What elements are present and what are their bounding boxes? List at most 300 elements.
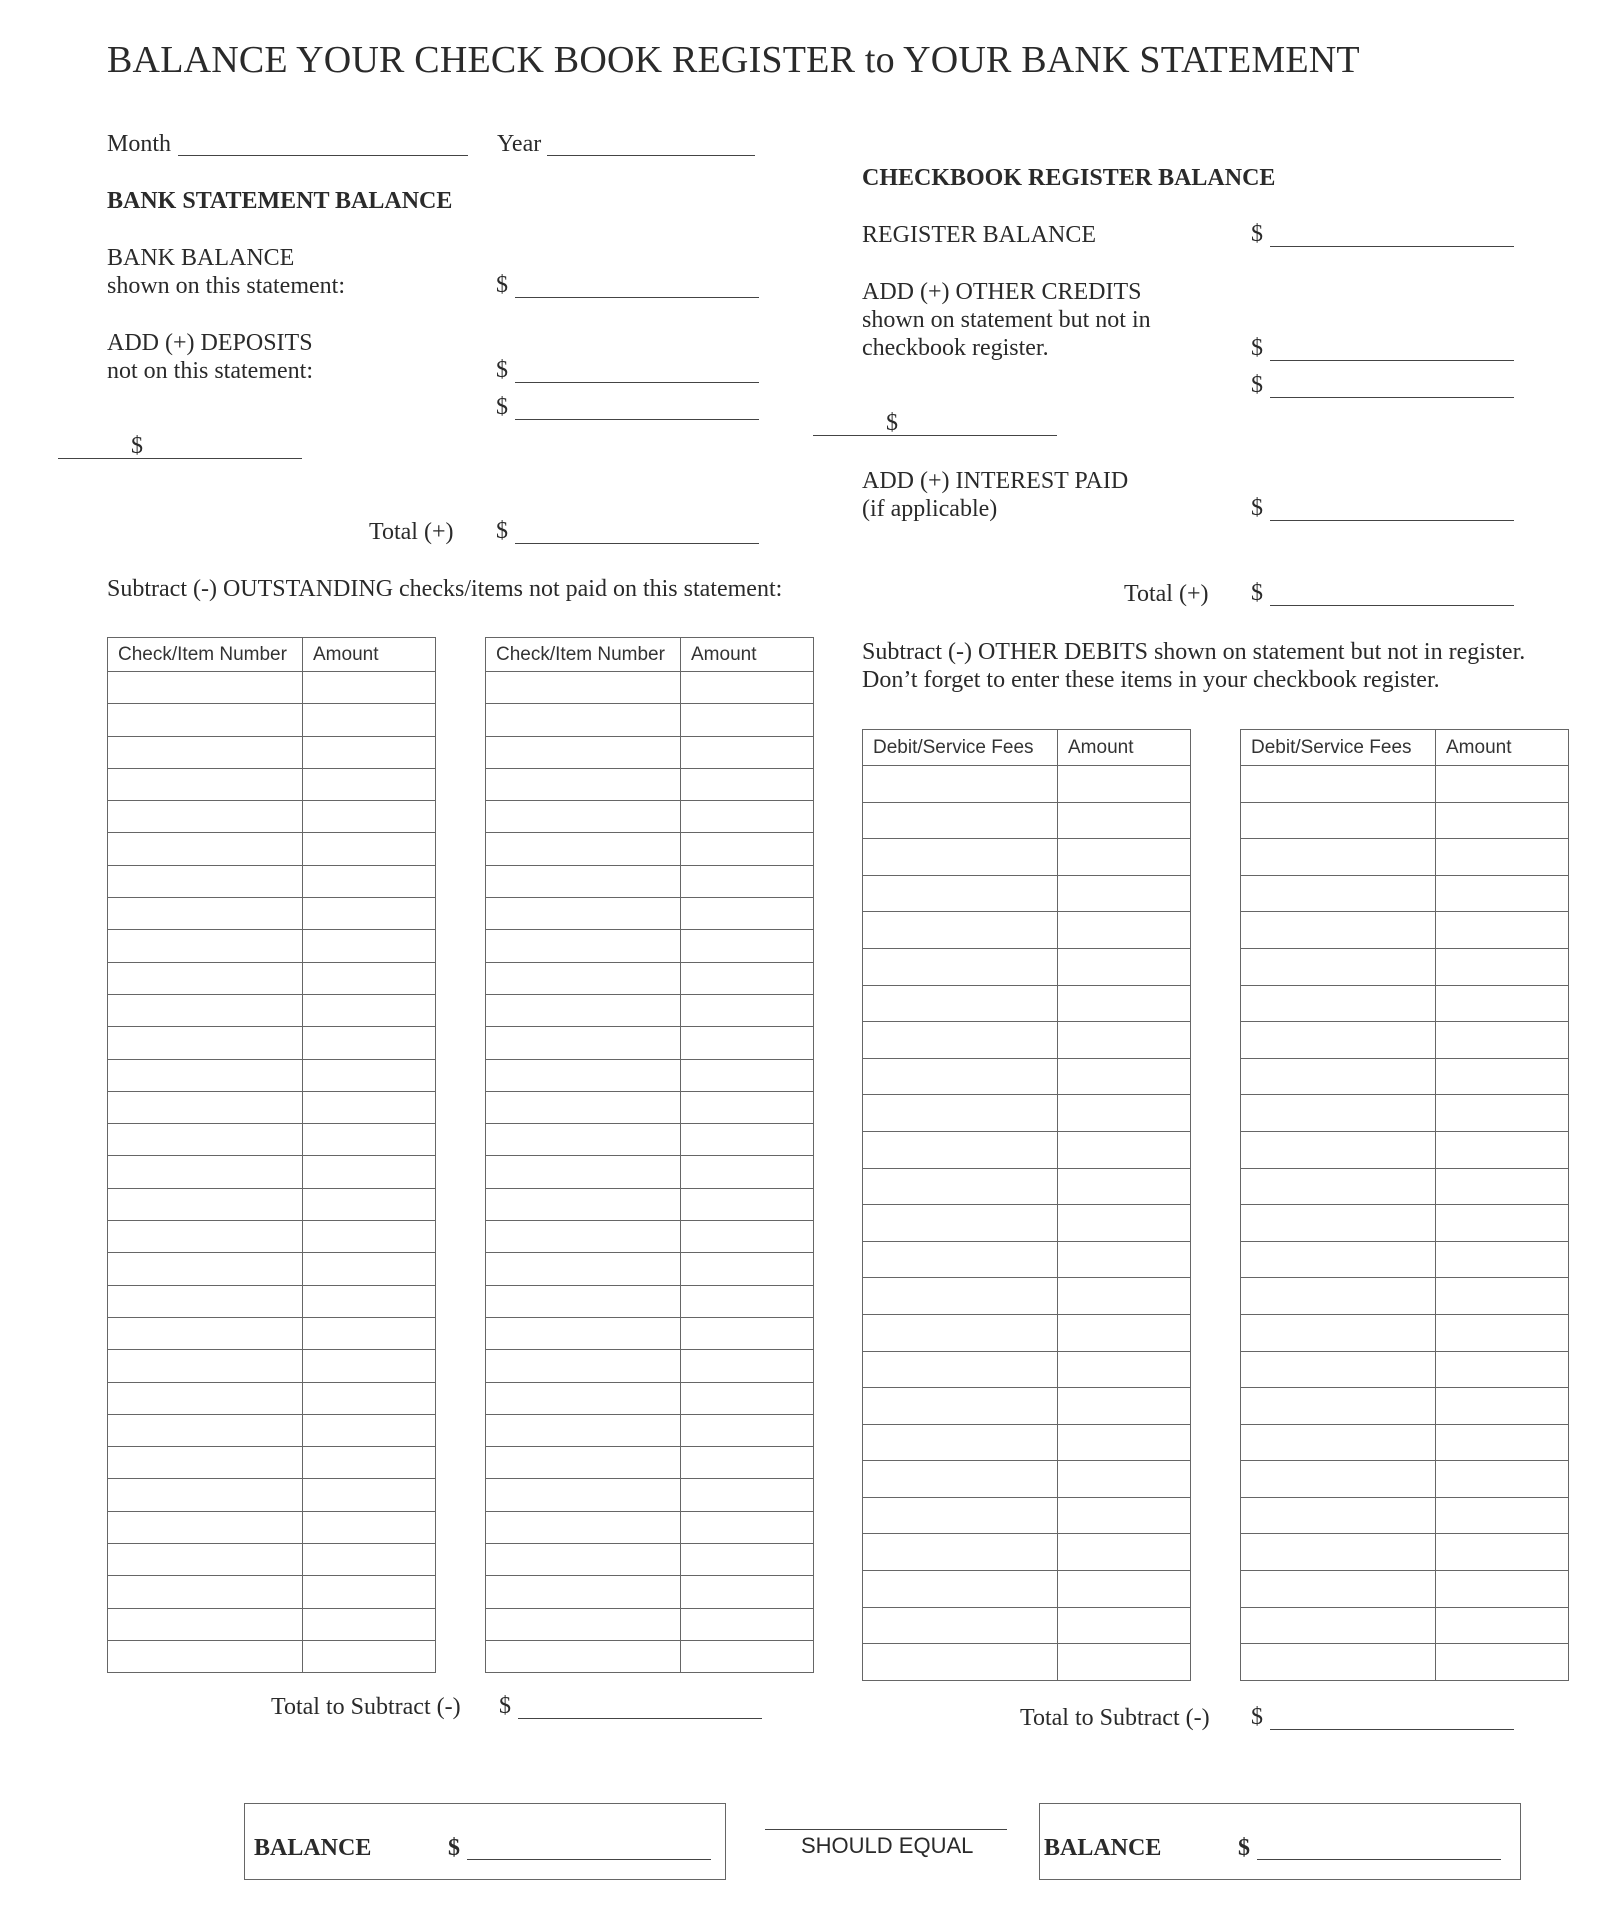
amount-cell[interactable] bbox=[303, 898, 436, 930]
amount-cell[interactable] bbox=[681, 1027, 814, 1059]
amount-cell[interactable] bbox=[681, 1253, 814, 1285]
item-cell[interactable] bbox=[1241, 1241, 1436, 1278]
item-cell[interactable] bbox=[1241, 1131, 1436, 1168]
table-row bbox=[1241, 1571, 1569, 1608]
amount-cell[interactable] bbox=[303, 1382, 436, 1414]
credit-field-1[interactable] bbox=[1270, 360, 1514, 361]
debit-fees-header: Debit/Service Fees bbox=[1241, 730, 1436, 766]
table-row bbox=[1241, 1131, 1569, 1168]
dollar-sign: $ bbox=[131, 433, 143, 459]
amount-cell[interactable] bbox=[681, 994, 814, 1026]
item-cell[interactable] bbox=[1241, 875, 1436, 912]
item-cell[interactable] bbox=[863, 1461, 1058, 1498]
item-cell[interactable] bbox=[863, 1058, 1058, 1095]
item-cell[interactable] bbox=[486, 994, 681, 1026]
item-cell[interactable] bbox=[1241, 1022, 1436, 1059]
item-cell[interactable] bbox=[863, 1131, 1058, 1168]
item-cell[interactable] bbox=[486, 1640, 681, 1672]
table-row bbox=[108, 898, 436, 930]
item-cell[interactable] bbox=[486, 1608, 681, 1640]
amount-cell[interactable] bbox=[681, 1221, 814, 1253]
item-cell[interactable] bbox=[863, 1424, 1058, 1461]
item-cell[interactable] bbox=[108, 1059, 303, 1091]
table-row bbox=[1241, 1461, 1569, 1498]
table-row bbox=[486, 1608, 814, 1640]
bank-balance-field[interactable] bbox=[515, 297, 759, 298]
item-cell[interactable] bbox=[863, 802, 1058, 839]
item-cell[interactable] bbox=[486, 1414, 681, 1446]
amount-cell[interactable] bbox=[1058, 1607, 1191, 1644]
item-cell[interactable] bbox=[486, 898, 681, 930]
item-cell[interactable] bbox=[108, 898, 303, 930]
month-field[interactable] bbox=[178, 155, 468, 156]
table-row bbox=[486, 865, 814, 897]
amount-cell[interactable] bbox=[1058, 766, 1191, 803]
amount-cell[interactable] bbox=[681, 898, 814, 930]
amount-cell[interactable] bbox=[1058, 1022, 1191, 1059]
amount-cell[interactable] bbox=[1058, 1497, 1191, 1534]
table-row bbox=[486, 833, 814, 865]
item-cell[interactable] bbox=[863, 839, 1058, 876]
item-cell[interactable] bbox=[108, 1382, 303, 1414]
item-cell[interactable] bbox=[486, 1253, 681, 1285]
item-cell[interactable] bbox=[1241, 985, 1436, 1022]
item-cell[interactable] bbox=[108, 768, 303, 800]
amount-cell[interactable] bbox=[1058, 1241, 1191, 1278]
table-row bbox=[486, 930, 814, 962]
table-row bbox=[486, 1447, 814, 1479]
item-cell[interactable] bbox=[108, 1317, 303, 1349]
item-cell[interactable] bbox=[108, 1640, 303, 1672]
amount-cell[interactable] bbox=[303, 1576, 436, 1608]
item-cell[interactable] bbox=[108, 704, 303, 736]
amount-cell[interactable] bbox=[1436, 1278, 1569, 1315]
item-cell[interactable] bbox=[1241, 1534, 1436, 1571]
amount-cell[interactable] bbox=[303, 1414, 436, 1446]
item-cell[interactable] bbox=[1241, 802, 1436, 839]
amount-cell[interactable] bbox=[1436, 1497, 1569, 1534]
amount-cell[interactable] bbox=[1436, 985, 1569, 1022]
amount-cell[interactable] bbox=[1058, 1351, 1191, 1388]
amount-cell[interactable] bbox=[1058, 1534, 1191, 1571]
amount-cell[interactable] bbox=[681, 833, 814, 865]
amount-cell[interactable] bbox=[1436, 1168, 1569, 1205]
item-cell[interactable] bbox=[1241, 1461, 1436, 1498]
item-cell[interactable] bbox=[1241, 1168, 1436, 1205]
item-cell[interactable] bbox=[108, 930, 303, 962]
amount-cell[interactable] bbox=[1058, 802, 1191, 839]
item-cell[interactable] bbox=[863, 1241, 1058, 1278]
amount-cell[interactable] bbox=[681, 768, 814, 800]
item-cell[interactable] bbox=[863, 1644, 1058, 1681]
register-total-subtract-field[interactable] bbox=[1270, 1729, 1514, 1730]
item-cell[interactable] bbox=[486, 704, 681, 736]
amount-cell[interactable] bbox=[681, 1188, 814, 1220]
credits-label: ADD (+) OTHER CREDITS bbox=[862, 279, 1142, 305]
amount-cell[interactable] bbox=[303, 994, 436, 1026]
item-cell[interactable] bbox=[108, 1027, 303, 1059]
item-cell[interactable] bbox=[486, 1317, 681, 1349]
item-cell[interactable] bbox=[486, 1059, 681, 1091]
amount-cell[interactable] bbox=[681, 1285, 814, 1317]
deposit-field-1[interactable] bbox=[515, 382, 759, 383]
amount-cell[interactable] bbox=[1436, 1571, 1569, 1608]
amount-cell[interactable] bbox=[681, 1124, 814, 1156]
item-cell[interactable] bbox=[863, 1022, 1058, 1059]
outstanding-table-1 bbox=[107, 637, 436, 1673]
item-cell[interactable] bbox=[486, 1544, 681, 1576]
item-cell[interactable] bbox=[486, 930, 681, 962]
table-row bbox=[486, 1091, 814, 1123]
amount-cell[interactable] bbox=[1436, 1095, 1569, 1132]
item-cell[interactable] bbox=[863, 1168, 1058, 1205]
item-cell[interactable] bbox=[486, 736, 681, 768]
amount-cell[interactable] bbox=[681, 1414, 814, 1446]
amount-cell[interactable] bbox=[681, 1576, 814, 1608]
table-row bbox=[1241, 839, 1569, 876]
amount-cell[interactable] bbox=[1058, 1314, 1191, 1351]
table-row bbox=[108, 1479, 436, 1511]
amount-cell[interactable] bbox=[681, 1544, 814, 1576]
amount-cell[interactable] bbox=[1058, 1095, 1191, 1132]
item-cell[interactable] bbox=[108, 1479, 303, 1511]
table-row bbox=[486, 1221, 814, 1253]
register-total-field[interactable] bbox=[1270, 605, 1514, 606]
amount-cell[interactable] bbox=[1058, 1571, 1191, 1608]
amount-cell[interactable] bbox=[1436, 1131, 1569, 1168]
amount-cell[interactable] bbox=[1058, 912, 1191, 949]
amount-cell[interactable] bbox=[681, 1479, 814, 1511]
amount-cell[interactable] bbox=[681, 865, 814, 897]
register-final-balance-field[interactable] bbox=[1257, 1859, 1501, 1860]
debit-fees-header: Debit/Service Fees bbox=[863, 730, 1058, 766]
credit-field-3[interactable] bbox=[813, 435, 1057, 436]
amount-cell[interactable] bbox=[681, 1350, 814, 1382]
item-cell[interactable] bbox=[108, 1124, 303, 1156]
table-row bbox=[863, 1424, 1191, 1461]
amount-cell[interactable] bbox=[681, 801, 814, 833]
amount-cell[interactable] bbox=[1058, 1205, 1191, 1242]
amount-cell[interactable] bbox=[1058, 985, 1191, 1022]
divider-line bbox=[765, 1829, 1007, 1830]
table-row bbox=[486, 1317, 814, 1349]
item-cell[interactable] bbox=[1241, 1205, 1436, 1242]
amount-cell[interactable] bbox=[1436, 1314, 1569, 1351]
amount-cell[interactable] bbox=[303, 704, 436, 736]
page-title: BALANCE YOUR CHECK BOOK REGISTER to YOUR BANK STATEMENT bbox=[107, 39, 1360, 81]
table-row bbox=[1241, 1351, 1569, 1388]
amount-cell[interactable] bbox=[303, 1124, 436, 1156]
item-cell[interactable] bbox=[108, 1091, 303, 1123]
amount-cell[interactable] bbox=[681, 1640, 814, 1672]
item-cell[interactable] bbox=[863, 1497, 1058, 1534]
item-cell[interactable] bbox=[486, 768, 681, 800]
item-cell[interactable] bbox=[108, 801, 303, 833]
item-cell[interactable] bbox=[108, 1544, 303, 1576]
amount-cell[interactable] bbox=[303, 1156, 436, 1188]
amount-cell[interactable] bbox=[1436, 1607, 1569, 1644]
item-cell[interactable] bbox=[863, 1607, 1058, 1644]
table-row bbox=[1241, 1095, 1569, 1132]
item-cell[interactable] bbox=[863, 1314, 1058, 1351]
item-cell[interactable] bbox=[486, 1350, 681, 1382]
amount-cell[interactable] bbox=[303, 1285, 436, 1317]
item-cell[interactable] bbox=[863, 1534, 1058, 1571]
item-cell[interactable] bbox=[108, 1253, 303, 1285]
table-row bbox=[108, 1576, 436, 1608]
year-label: Year bbox=[497, 131, 542, 157]
table-row bbox=[863, 1571, 1191, 1608]
item-cell[interactable] bbox=[1241, 1095, 1436, 1132]
item-cell[interactable] bbox=[863, 1205, 1058, 1242]
balance-label: BALANCE bbox=[1044, 1835, 1162, 1861]
amount-cell[interactable] bbox=[303, 1091, 436, 1123]
item-cell[interactable] bbox=[486, 672, 681, 704]
item-cell[interactable] bbox=[863, 1351, 1058, 1388]
amount-cell[interactable] bbox=[303, 962, 436, 994]
item-cell[interactable] bbox=[486, 1188, 681, 1220]
amount-cell[interactable] bbox=[1436, 1205, 1569, 1242]
amount-cell[interactable] bbox=[1058, 1278, 1191, 1315]
amount-cell[interactable] bbox=[681, 962, 814, 994]
bank-final-balance-field[interactable] bbox=[467, 1859, 711, 1860]
amount-cell[interactable] bbox=[681, 1511, 814, 1543]
item-cell[interactable] bbox=[486, 1576, 681, 1608]
amount-cell[interactable] bbox=[1436, 1351, 1569, 1388]
table-row bbox=[863, 1607, 1191, 1644]
item-cell[interactable] bbox=[1241, 1571, 1436, 1608]
item-cell[interactable] bbox=[486, 1091, 681, 1123]
item-cell[interactable] bbox=[108, 672, 303, 704]
table-row bbox=[108, 930, 436, 962]
amount-cell[interactable] bbox=[1436, 1058, 1569, 1095]
amount-cell[interactable] bbox=[1058, 1644, 1191, 1681]
table-row bbox=[863, 1534, 1191, 1571]
table-row bbox=[108, 1253, 436, 1285]
table-row bbox=[863, 802, 1191, 839]
bank-total-label: Total (+) bbox=[369, 519, 454, 545]
amount-cell[interactable] bbox=[303, 1253, 436, 1285]
item-cell[interactable] bbox=[486, 1511, 681, 1543]
amount-cell[interactable] bbox=[1058, 1168, 1191, 1205]
item-cell[interactable] bbox=[1241, 766, 1436, 803]
amount-cell[interactable] bbox=[303, 1188, 436, 1220]
bank-total-field[interactable] bbox=[515, 543, 759, 544]
item-cell[interactable] bbox=[863, 1278, 1058, 1315]
item-cell[interactable] bbox=[1241, 1644, 1436, 1681]
amount-cell[interactable] bbox=[303, 1479, 436, 1511]
amount-cell[interactable] bbox=[681, 1608, 814, 1640]
amount-cell[interactable] bbox=[303, 801, 436, 833]
amount-cell[interactable] bbox=[1058, 1424, 1191, 1461]
amount-cell[interactable] bbox=[1436, 1461, 1569, 1498]
item-cell[interactable] bbox=[108, 1511, 303, 1543]
year-field[interactable] bbox=[547, 155, 755, 156]
amount-cell[interactable] bbox=[303, 1059, 436, 1091]
amount-cell[interactable] bbox=[1436, 839, 1569, 876]
amount-cell[interactable] bbox=[1058, 1058, 1191, 1095]
amount-cell[interactable] bbox=[303, 1640, 436, 1672]
amount-cell[interactable] bbox=[1436, 766, 1569, 803]
register-total-subtract-label: Total to Subtract (-) bbox=[1020, 1705, 1210, 1731]
item-cell[interactable] bbox=[486, 801, 681, 833]
amount-cell[interactable] bbox=[681, 1059, 814, 1091]
item-cell[interactable] bbox=[108, 1350, 303, 1382]
register-balance-field[interactable] bbox=[1270, 246, 1514, 247]
item-cell[interactable] bbox=[108, 1608, 303, 1640]
amount-cell[interactable] bbox=[1058, 839, 1191, 876]
item-cell[interactable] bbox=[486, 1382, 681, 1414]
table-row bbox=[486, 1350, 814, 1382]
item-cell[interactable] bbox=[1241, 948, 1436, 985]
amount-cell[interactable] bbox=[1058, 1131, 1191, 1168]
amount-cell[interactable] bbox=[303, 672, 436, 704]
amount-cell[interactable] bbox=[303, 833, 436, 865]
table-row bbox=[108, 1285, 436, 1317]
item-cell[interactable] bbox=[486, 1447, 681, 1479]
item-cell[interactable] bbox=[863, 1388, 1058, 1425]
table-row bbox=[108, 704, 436, 736]
item-cell[interactable] bbox=[486, 1027, 681, 1059]
amount-cell[interactable] bbox=[1058, 875, 1191, 912]
table-row bbox=[108, 1350, 436, 1382]
item-cell[interactable] bbox=[486, 1124, 681, 1156]
item-cell[interactable] bbox=[486, 865, 681, 897]
amount-cell[interactable] bbox=[1058, 1461, 1191, 1498]
item-cell[interactable] bbox=[1241, 1058, 1436, 1095]
table-row bbox=[1241, 802, 1569, 839]
item-cell[interactable] bbox=[486, 1221, 681, 1253]
table-row bbox=[108, 1608, 436, 1640]
item-cell[interactable] bbox=[486, 1479, 681, 1511]
debits-label: Subtract (-) OTHER DEBITS shown on statement but not in register. bbox=[862, 639, 1526, 665]
deposit-field-3[interactable] bbox=[58, 458, 302, 459]
table-row bbox=[863, 1351, 1191, 1388]
table-row bbox=[486, 672, 814, 704]
amount-cell[interactable] bbox=[1436, 948, 1569, 985]
item-cell[interactable] bbox=[108, 1414, 303, 1446]
amount-cell[interactable] bbox=[1436, 1388, 1569, 1425]
amount-cell[interactable] bbox=[303, 736, 436, 768]
table-row bbox=[1241, 1022, 1569, 1059]
item-cell[interactable] bbox=[108, 994, 303, 1026]
amount-cell[interactable] bbox=[303, 1221, 436, 1253]
table-row bbox=[863, 839, 1191, 876]
amount-cell[interactable] bbox=[681, 1091, 814, 1123]
amount-cell[interactable] bbox=[303, 930, 436, 962]
item-cell[interactable] bbox=[486, 1156, 681, 1188]
item-cell[interactable] bbox=[486, 962, 681, 994]
amount-cell[interactable] bbox=[1436, 1022, 1569, 1059]
table-row bbox=[1241, 948, 1569, 985]
table-row bbox=[108, 962, 436, 994]
should-equal-label: SHOULD EQUAL bbox=[801, 1833, 974, 1858]
interest-field[interactable] bbox=[1270, 520, 1514, 521]
item-cell[interactable] bbox=[108, 1447, 303, 1479]
amount-cell[interactable] bbox=[1436, 1534, 1569, 1571]
item-cell[interactable] bbox=[1241, 1607, 1436, 1644]
table-row bbox=[486, 1188, 814, 1220]
amount-cell[interactable] bbox=[1436, 1644, 1569, 1681]
bank-total-subtract-field[interactable] bbox=[518, 1718, 762, 1719]
amount-cell[interactable] bbox=[681, 1382, 814, 1414]
item-cell[interactable] bbox=[863, 875, 1058, 912]
amount-cell[interactable] bbox=[1058, 948, 1191, 985]
amount-cell[interactable] bbox=[303, 1608, 436, 1640]
credit-field-2[interactable] bbox=[1270, 397, 1514, 398]
table-row bbox=[863, 1168, 1191, 1205]
item-cell[interactable] bbox=[863, 985, 1058, 1022]
item-cell[interactable] bbox=[863, 1095, 1058, 1132]
amount-cell[interactable] bbox=[303, 1447, 436, 1479]
amount-cell[interactable] bbox=[1436, 1241, 1569, 1278]
amount-cell[interactable] bbox=[1436, 802, 1569, 839]
item-cell[interactable] bbox=[1241, 1388, 1436, 1425]
item-cell[interactable] bbox=[1241, 912, 1436, 949]
item-cell[interactable] bbox=[108, 1576, 303, 1608]
item-cell[interactable] bbox=[1241, 1314, 1436, 1351]
item-cell[interactable] bbox=[863, 912, 1058, 949]
table-row bbox=[486, 704, 814, 736]
bank-heading: BANK STATEMENT BALANCE bbox=[107, 188, 453, 214]
item-cell[interactable] bbox=[108, 962, 303, 994]
amount-cell[interactable] bbox=[681, 736, 814, 768]
amount-cell[interactable] bbox=[303, 1544, 436, 1576]
amount-cell[interactable] bbox=[681, 672, 814, 704]
item-cell[interactable] bbox=[108, 736, 303, 768]
table-row bbox=[486, 1511, 814, 1543]
table-row bbox=[486, 1414, 814, 1446]
amount-cell[interactable] bbox=[681, 1447, 814, 1479]
amount-cell[interactable] bbox=[1058, 1388, 1191, 1425]
deposit-field-2[interactable] bbox=[515, 419, 759, 420]
outstanding-label: Subtract (-) OUTSTANDING checks/items not paid on this statement: bbox=[107, 576, 783, 602]
dollar-sign: $ bbox=[496, 518, 508, 544]
item-cell[interactable] bbox=[108, 865, 303, 897]
item-cell[interactable] bbox=[1241, 1497, 1436, 1534]
item-cell[interactable] bbox=[486, 1285, 681, 1317]
amount-cell[interactable] bbox=[303, 768, 436, 800]
amount-cell[interactable] bbox=[303, 1350, 436, 1382]
amount-cell[interactable] bbox=[681, 930, 814, 962]
item-cell[interactable] bbox=[108, 1285, 303, 1317]
amount-cell[interactable] bbox=[303, 1317, 436, 1349]
amount-cell[interactable] bbox=[1436, 1424, 1569, 1461]
item-cell[interactable] bbox=[863, 1571, 1058, 1608]
item-cell[interactable] bbox=[863, 948, 1058, 985]
item-cell[interactable] bbox=[108, 1188, 303, 1220]
item-cell[interactable] bbox=[1241, 1278, 1436, 1315]
amount-cell[interactable] bbox=[303, 1027, 436, 1059]
amount-cell[interactable] bbox=[1436, 875, 1569, 912]
amount-cell[interactable] bbox=[681, 1156, 814, 1188]
item-cell[interactable] bbox=[108, 1221, 303, 1253]
amount-cell[interactable] bbox=[681, 1317, 814, 1349]
item-cell[interactable] bbox=[863, 766, 1058, 803]
item-cell[interactable] bbox=[1241, 839, 1436, 876]
table-row bbox=[486, 1576, 814, 1608]
amount-cell[interactable] bbox=[681, 704, 814, 736]
table-row bbox=[863, 948, 1191, 985]
amount-cell[interactable] bbox=[1436, 912, 1569, 949]
item-cell[interactable] bbox=[108, 1156, 303, 1188]
item-cell[interactable] bbox=[1241, 1351, 1436, 1388]
item-cell[interactable] bbox=[108, 833, 303, 865]
amount-cell[interactable] bbox=[303, 1511, 436, 1543]
amount-cell[interactable] bbox=[303, 865, 436, 897]
item-cell[interactable] bbox=[1241, 1424, 1436, 1461]
item-cell[interactable] bbox=[486, 833, 681, 865]
